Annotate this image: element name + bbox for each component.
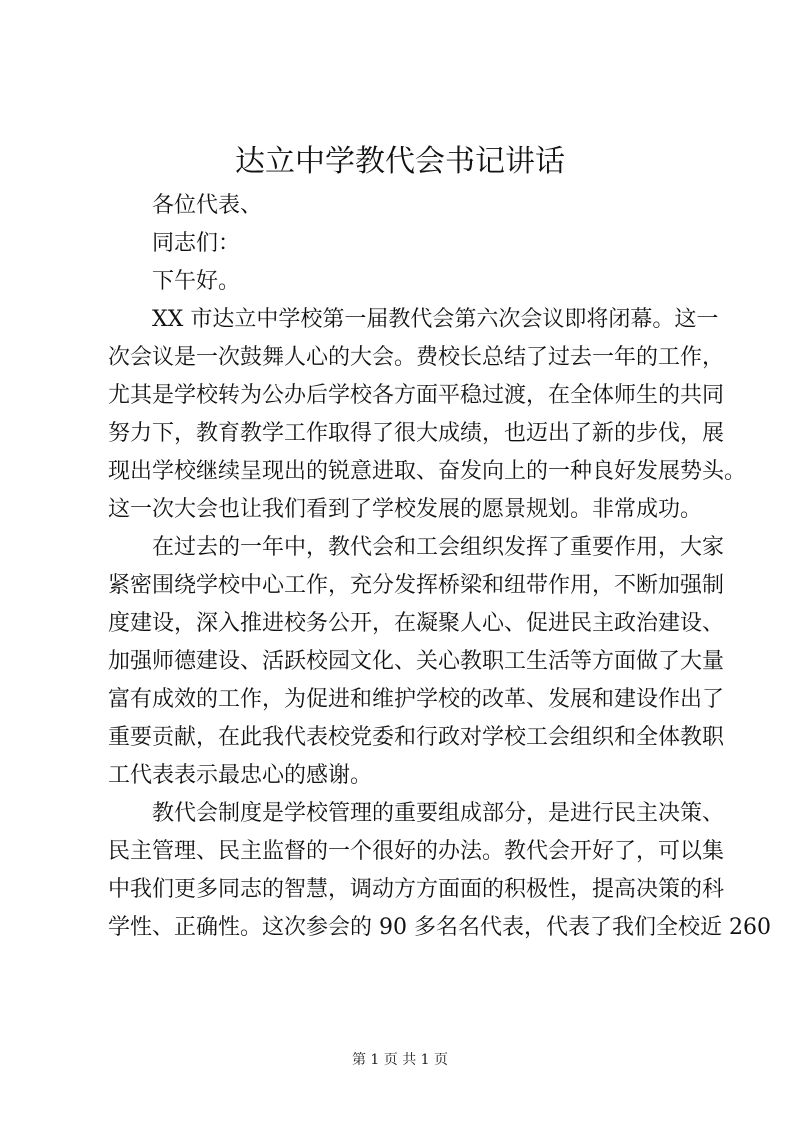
body-line: XX 市达立中学校第一届教代会第六次会议即将闭幕。这一 — [152, 307, 719, 332]
body-line: 这一次大会也让我们看到了学校发展的愿景规划。非常成功。 — [108, 497, 703, 522]
body-line: 下午好。 — [152, 269, 241, 294]
body-line: 尤其是学校转为公办后学校各方面平稳过渡，在全体师生的共同 — [108, 383, 725, 408]
body-line: 次会议是一次鼓舞人心的大会。费校长总结了过去一年的工作， — [108, 345, 725, 370]
document-body — [108, 187, 771, 947]
body-line: 在过去的一年中，教代会和工会组织发挥了重要作用，大家 — [152, 535, 725, 560]
body-line: 富有成效的工作，为促进和维护学校的改革、发展和建设作出了 — [108, 687, 725, 712]
body-line: 民主管理、民主监督的一个很好的办法。教代会开好了，可以集 — [108, 839, 725, 864]
body-line: 加强师德建设、活跃校园文化、关心教职工生活等方面做了大量 — [108, 649, 725, 674]
body-line: 同志们： — [152, 231, 241, 256]
page-footer: 第 1 页 共 1 页 — [351, 1052, 449, 1068]
document-title: 达立中学教代会书记讲话 — [235, 144, 565, 179]
body-line: 努力下，教育教学工作取得了很大成绩，也迈出了新的步伐，展 — [108, 421, 725, 446]
body-line: 重要贡献，在此我代表校党委和行政对学校工会组织和全体教职 — [108, 725, 725, 750]
body-line: 学性、正确性。这次参会的 90 多名名代表，代表了我们全校近 260 — [108, 915, 771, 940]
body-line: 中我们更多同志的智慧，调动方方面面的积极性，提高决策的科 — [108, 877, 725, 902]
body-line: 教代会制度是学校管理的重要组成部分，是进行民主决策、 — [152, 801, 725, 826]
body-line: 现出学校继续呈现出的锐意进取、奋发向上的一种良好发展势头。 — [108, 459, 747, 484]
body-line: 工代表表示最忠心的感谢。 — [108, 763, 373, 788]
body-line: 紧密围绕学校中心工作，充分发挥桥梁和纽带作用，不断加强制 — [108, 573, 725, 598]
body-line: 度建设，深入推进校务公开，在凝聚人心、促进民主政治建设、 — [108, 611, 725, 636]
body-line: 各位代表、 — [152, 193, 263, 218]
